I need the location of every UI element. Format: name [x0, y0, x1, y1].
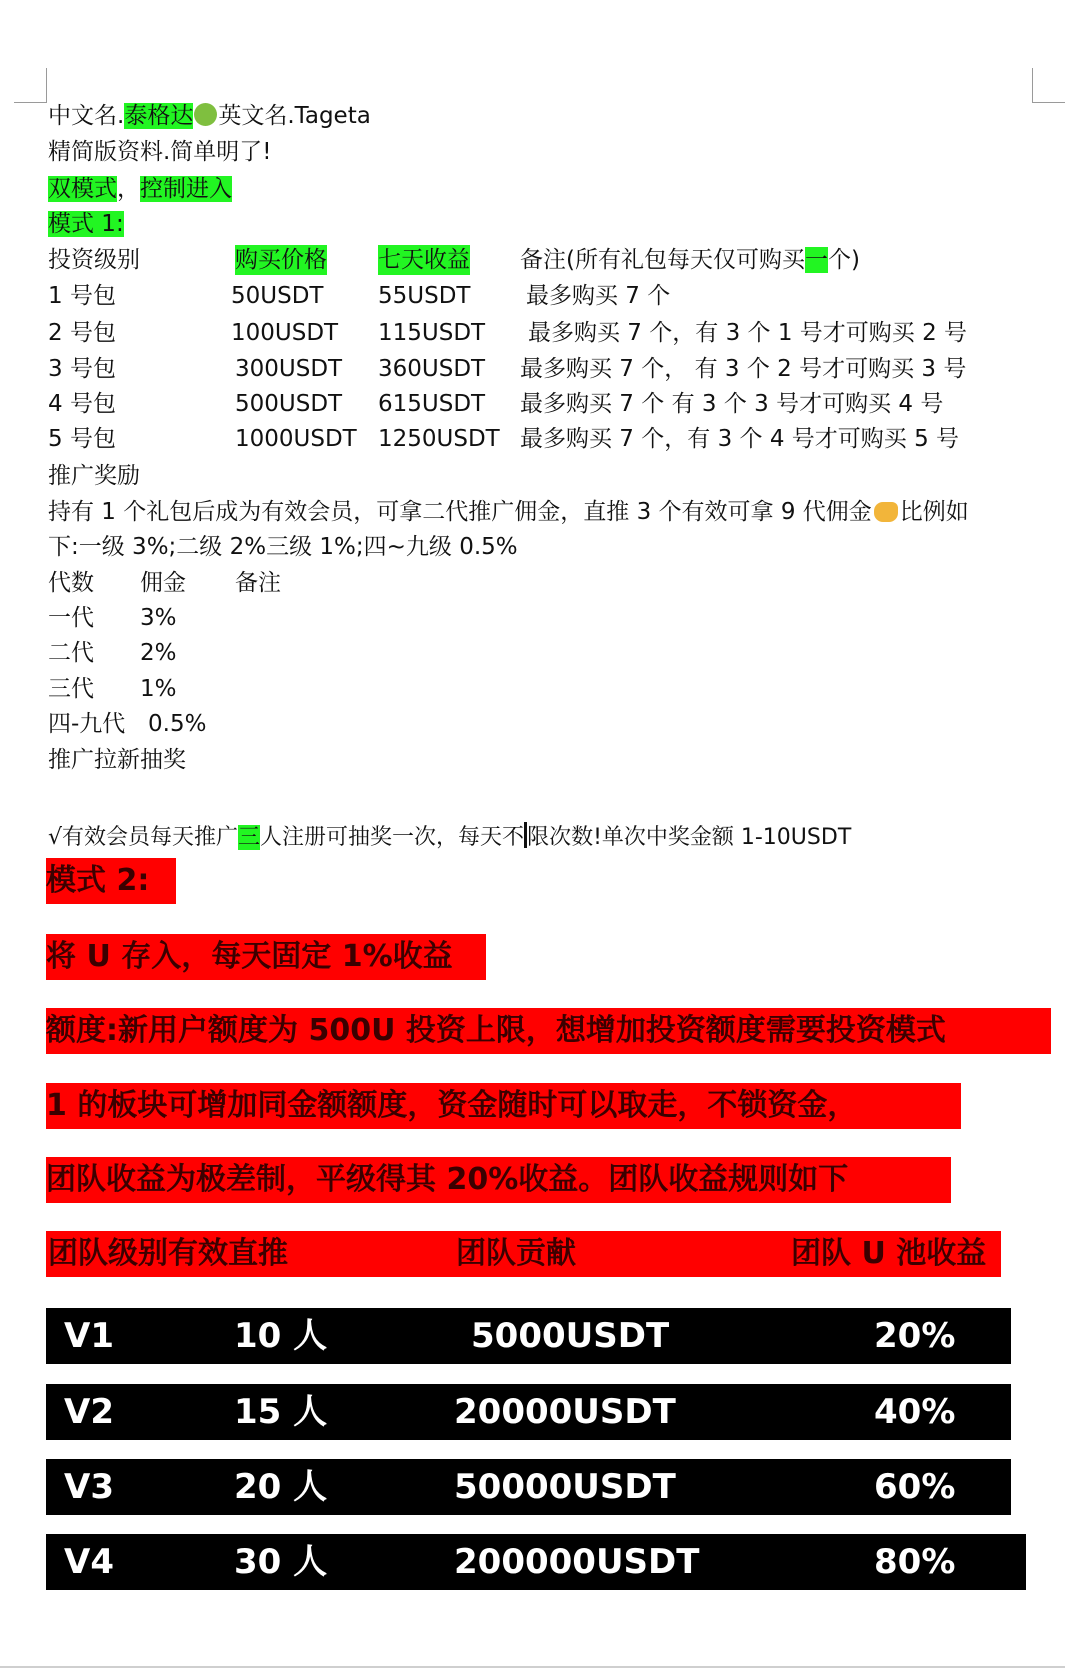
package-note: 最多购买 7 个，有 3 个 4 号才可购买 5 号 — [520, 426, 960, 452]
green-circle-icon — [194, 103, 217, 126]
team-direct: 20 人 — [234, 1467, 328, 1507]
package-price: 100USDT — [231, 320, 339, 346]
generation: 四-九代 — [48, 711, 126, 737]
table-row — [48, 603, 448, 633]
referral-desc-tail: 比例如 — [899, 499, 969, 525]
lottery-title: 推广拉新抽奖 — [48, 747, 186, 773]
col-team-contribution: 团队贡献 — [456, 1236, 576, 1271]
team-pool: 60% — [874, 1467, 956, 1507]
control-entry-text: 控制进入 — [140, 176, 232, 202]
lottery-text-line — [48, 822, 851, 853]
mode2-title: 模式 2: — [46, 858, 176, 904]
dual-mode-line — [48, 174, 232, 204]
package-name: 2 号包 — [48, 320, 116, 346]
team-level: V2 — [64, 1392, 114, 1432]
team-pool: 80% — [874, 1542, 956, 1582]
package-name: 5 号包 — [48, 426, 116, 452]
subtitle: 精简版资料.简单明了! — [48, 139, 272, 165]
mode2-line4: 团队收益为极差制，平级得其 20%收益。团队收益规则如下 — [46, 1157, 951, 1203]
table-row — [48, 389, 1008, 419]
mode2-line2: 额度:新用户额度为 500U 投资上限，想增加投资额度需要投资模式 — [46, 1008, 1051, 1054]
col-team-pool: 团队 U 池收益 — [791, 1236, 987, 1271]
generation: 二代 — [48, 640, 94, 666]
table-row — [48, 638, 448, 668]
referral-desc-line2: 下:一级 3%;二级 2%三级 1%;四~九级 0.5% — [48, 534, 518, 560]
page-corner-mark-left — [14, 68, 47, 103]
package-note: 最多购买 7 个 有 3 个 3 号才可购买 4 号 — [520, 391, 944, 417]
team-contribution: 50000USDT — [454, 1467, 676, 1507]
col-price: 购买价格 — [235, 247, 327, 273]
team-row — [46, 1384, 1011, 1440]
name-line — [48, 101, 371, 131]
mode1-table-header — [48, 245, 1008, 275]
col-note — [520, 245, 860, 275]
package-name: 1 号包 — [48, 283, 116, 309]
referral-table-header — [48, 568, 448, 598]
team-direct: 10 人 — [234, 1316, 328, 1356]
referral-desc-main: 持有 1 个礼包后成为有效会员，可拿二代推广佣金，直推 3 个有效可拿 9 代佣金 — [48, 499, 872, 525]
package-price: 500USDT — [235, 391, 343, 417]
table-row — [48, 709, 448, 739]
package-name: 4 号包 — [48, 391, 116, 417]
referral-title: 推广奖励 — [48, 463, 140, 489]
fist-emoji-icon — [874, 502, 898, 522]
package-price: 300USDT — [235, 356, 343, 382]
col-team-level: 团队级别有效直推 — [48, 1236, 288, 1271]
package-note: 最多购买 7 个，有 3 个 1 号才可购买 2 号 — [528, 320, 968, 346]
team-row — [46, 1308, 1011, 1364]
table-row — [48, 424, 1008, 454]
lottery-text-b: 人注册可抽奖一次，每天不 — [260, 825, 525, 850]
cn-name: 泰格达 — [124, 103, 194, 129]
mode1-title-line — [48, 209, 124, 239]
table-row — [48, 318, 1008, 348]
page-corner-mark-right — [1032, 68, 1065, 103]
table-row — [48, 674, 448, 704]
team-pool: 20% — [874, 1316, 956, 1356]
cn-name-prefix: 中文名. — [48, 103, 125, 129]
package-yield: 115USDT — [378, 320, 486, 346]
package-yield: 55USDT — [378, 283, 471, 309]
lottery-text-c: 限次数!单次中奖金额 1-10USDT — [527, 825, 852, 850]
col-commission: 佣金 — [140, 570, 186, 596]
en-name: 英文名.Tageta — [218, 103, 371, 129]
team-level: V1 — [64, 1316, 114, 1356]
col-note-prefix: 备注(所有礼包每天仅可购买 — [520, 247, 805, 273]
mode1-title: 模式 1: — [48, 211, 124, 237]
col-yield: 七天收益 — [378, 247, 470, 273]
team-row — [46, 1459, 1011, 1515]
team-pool: 40% — [874, 1392, 956, 1432]
package-yield: 615USDT — [378, 391, 486, 417]
package-note: 最多购买 7 个， 有 3 个 2 号才可购买 3 号 — [520, 356, 967, 382]
package-yield: 360USDT — [378, 356, 486, 382]
col-remark: 备注 — [235, 570, 281, 596]
generation: 三代 — [48, 676, 94, 702]
team-contribution: 20000USDT — [454, 1392, 676, 1432]
commission: 3% — [140, 605, 177, 631]
package-name: 3 号包 — [48, 356, 116, 382]
referral-desc-line1 — [48, 497, 969, 527]
commission: 2% — [140, 640, 177, 666]
dual-mode-text: 双模式 — [48, 176, 117, 202]
team-direct: 30 人 — [234, 1542, 328, 1582]
package-yield: 1250USDT — [378, 426, 500, 452]
col-level: 投资级别 — [48, 247, 140, 273]
table-row — [48, 354, 1008, 384]
package-price: 50USDT — [231, 283, 324, 309]
team-row — [46, 1534, 1026, 1590]
team-contribution: 200000USDT — [454, 1542, 700, 1582]
col-note-one: 一 — [804, 247, 828, 273]
commission: 0.5% — [148, 711, 207, 737]
lottery-text-a: √有效会员每天推广 — [48, 825, 239, 850]
table-row — [48, 281, 1008, 311]
team-level: V4 — [64, 1542, 114, 1582]
team-contribution: 5000USDT — [471, 1316, 670, 1356]
mode2-line3: 1 的板块可增加同金额额度，资金随时可以取走，不锁资金， — [46, 1083, 961, 1129]
mode2-line1: 将 U 存入，每天固定 1%收益 — [46, 934, 486, 980]
package-price: 1000USDT — [235, 426, 357, 452]
generation: 一代 — [48, 605, 94, 631]
commission: 1% — [140, 676, 177, 702]
page-bottom-divider — [0, 1666, 1065, 1668]
package-note: 最多购买 7 个 — [526, 283, 671, 309]
col-generation: 代数 — [48, 570, 94, 596]
comma: ， — [117, 176, 140, 202]
team-level: V3 — [64, 1467, 114, 1507]
team-table-header — [46, 1231, 1001, 1277]
team-direct: 15 人 — [234, 1392, 328, 1432]
col-note-suffix: 个) — [827, 247, 860, 273]
lottery-text-highlight: 三 — [238, 825, 261, 850]
